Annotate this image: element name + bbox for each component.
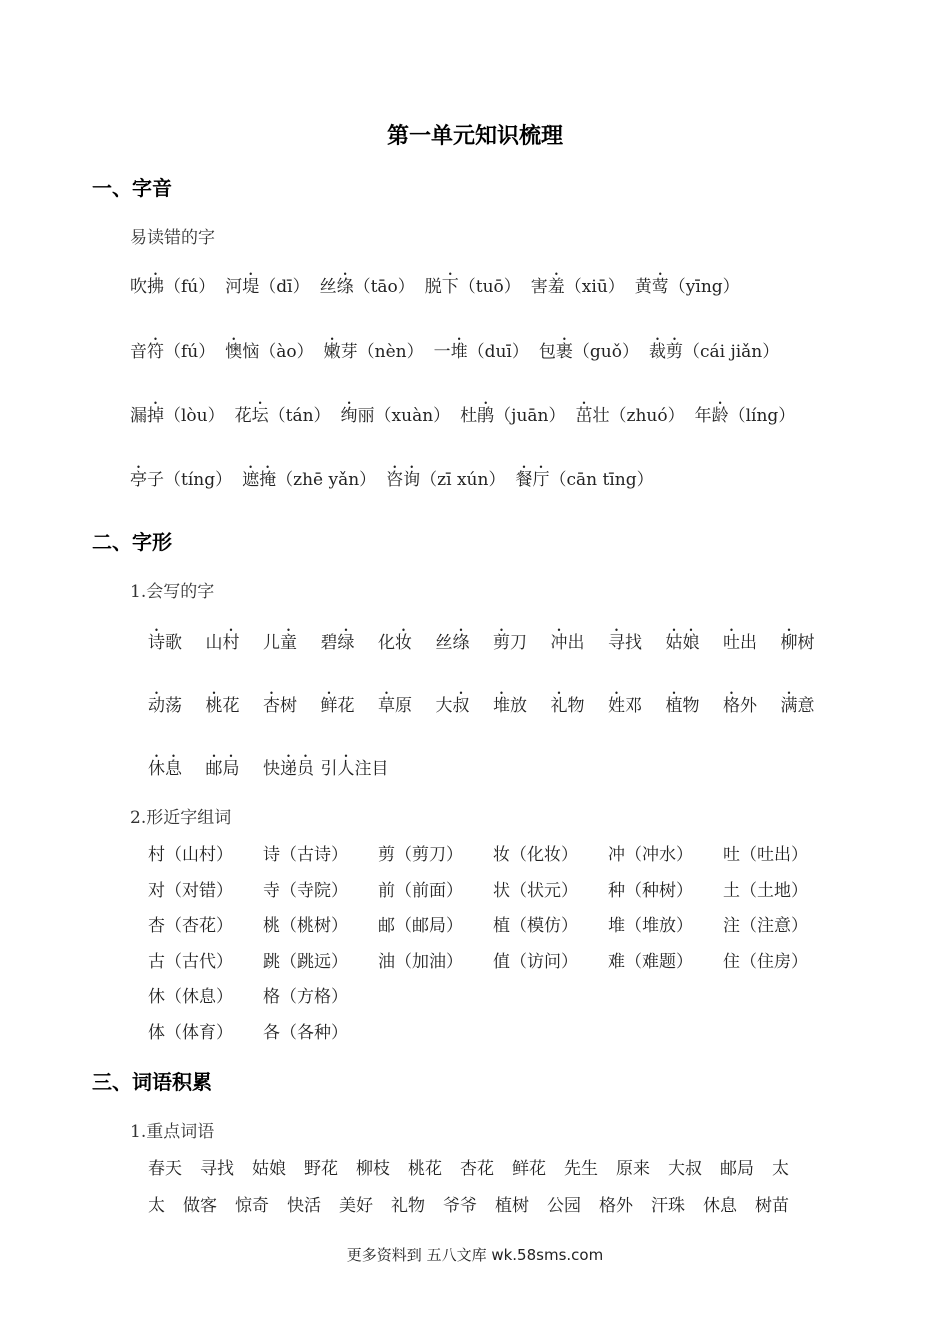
similar-char-item: 吐（吐出） — [723, 845, 808, 865]
emphasis-dot-char: 动 — [148, 696, 165, 716]
writable-word — [148, 754, 206, 779]
writable-word: 儿童 — [263, 633, 297, 653]
similar-char-item: 住（住房） — [723, 952, 808, 972]
emphasis-dot-char: 厅 — [532, 470, 550, 490]
key-word-item: 柳枝 — [356, 1159, 390, 1179]
similar-char-item: 油（加油） — [378, 952, 463, 972]
key-word-item: 植树 — [495, 1196, 529, 1216]
emphasis-dot-char: 格 — [723, 696, 740, 716]
emphasis-dot-char: 询 — [403, 470, 421, 490]
emphasis-dot-char: 员 — [297, 759, 314, 779]
similar-char-item: 诗（古诗） — [263, 845, 348, 865]
similar-char-item: 对（对错） — [148, 881, 233, 901]
emphasis-dot-char: 娘 — [682, 633, 700, 653]
emphasis-dot-char: 莺 — [651, 277, 669, 297]
similar-char-item: 前（前面） — [378, 881, 463, 901]
pinyin-item: 餐厅（cān tīng） — [515, 470, 654, 490]
pinyin-item: 年龄（líng） — [694, 406, 796, 426]
subheading-writable-chars: 1.会写的字 — [130, 582, 215, 602]
pinyin-item: 咨询（zī xún） — [386, 470, 506, 490]
emphasis-dot-char: 息 — [165, 759, 182, 779]
pinyin-item: 害羞（xiū） — [530, 277, 625, 297]
emphasis-dot-char: 绚 — [340, 406, 358, 426]
writable-word: 桃花 — [205, 696, 240, 716]
similar-char-item: 体（体育） — [148, 1023, 233, 1043]
subheading-key-words: 1.重点词语 — [130, 1122, 215, 1142]
key-word-item: 惊奇 — [235, 1196, 269, 1216]
emphasis-dot-char: 姓 — [608, 696, 625, 716]
pinyin-item: 音符（fú） — [130, 342, 216, 362]
emphasis-dot-char: 休 — [148, 759, 165, 779]
writable-word: 植物 — [665, 696, 700, 716]
writable-word: 鲜花 — [320, 696, 355, 716]
pinyin-row — [130, 272, 740, 297]
similar-char-item: 古（古代） — [148, 952, 233, 972]
key-word-item: 格外 — [599, 1196, 633, 1216]
emphasis-dot-char: 掉 — [147, 406, 164, 426]
key-word-item: 太 — [148, 1196, 165, 1216]
emphasis-dot-char: 柳 — [780, 633, 798, 653]
pinyin-row — [130, 401, 795, 426]
key-word-item: 寻找 — [200, 1159, 234, 1179]
writable-word: 礼物 — [550, 696, 585, 716]
similar-char-item: 格（方格） — [263, 987, 348, 1007]
writable-word: 剪刀 — [493, 633, 527, 653]
emphasis-dot-char: 吐 — [723, 633, 740, 653]
similar-char-item: 种（种树） — [608, 881, 693, 901]
writable-word: 寻找 — [608, 633, 642, 653]
emphasis-dot-char: 下 — [441, 277, 459, 297]
emphasis-dot-char: 杏 — [263, 696, 280, 716]
similar-char-item: 寺（寺院） — [263, 881, 348, 901]
writable-word: 姓邓 — [608, 696, 642, 716]
similar-char-item: 杏（杏花） — [148, 916, 233, 936]
key-words-row — [148, 1191, 807, 1216]
emphasis-dot-char: 堤 — [242, 277, 260, 297]
pinyin-item: 吹拂（fú） — [130, 277, 216, 297]
emphasis-dot-char: 童 — [280, 633, 297, 653]
similar-char-item: 邮（邮局） — [378, 916, 463, 936]
writable-word: 草原 — [378, 696, 412, 716]
pinyin-item: 河堤（dī） — [225, 277, 310, 297]
emphasis-dot-char: 坛 — [251, 406, 269, 426]
emphasis-dot-char: 村 — [222, 633, 240, 653]
key-word-item: 鲜花 — [512, 1159, 546, 1179]
pinyin-item: 脱下（tuō） — [424, 277, 521, 297]
key-word-item: 做客 — [183, 1196, 217, 1216]
emphasis-dot-char: 诗 — [148, 633, 165, 653]
similar-char-item: 跳（跳远） — [263, 952, 348, 972]
emphasis-dot-char: 咨 — [386, 470, 404, 490]
emphasis-dot-char: 冲 — [550, 633, 568, 653]
subheading-similar-chars: 2.形近字组词 — [130, 808, 232, 828]
pinyin-item: 亭子（tíng） — [130, 470, 233, 490]
writable-word — [206, 754, 264, 779]
pinyin-item: 杜鹃（juān） — [460, 406, 566, 426]
similar-char-item: 妆（化妆） — [493, 845, 578, 865]
pinyin-row — [130, 337, 779, 362]
section-heading-character-form: 二、字形 — [92, 530, 172, 554]
emphasis-dot-char: 剪 — [665, 342, 683, 362]
similar-char-item: 堆（堆放） — [608, 916, 693, 936]
pinyin-item: 包裹（guǒ） — [538, 342, 639, 362]
emphasis-dot-char: 嫩 — [323, 342, 341, 362]
key-word-item: 爷爷 — [443, 1196, 477, 1216]
writable-word — [666, 628, 724, 653]
similar-char-item: 值（访问） — [493, 952, 578, 972]
pinyin-row — [130, 465, 654, 490]
key-word-item: 桃花 — [408, 1159, 442, 1179]
writable-words-row — [148, 628, 838, 653]
emphasis-dot-char: 鹃 — [477, 406, 495, 426]
emphasis-dot-char: 裁 — [648, 342, 666, 362]
emphasis-dot-char: 堆 — [450, 342, 468, 362]
writable-word: 大叔 — [435, 696, 470, 716]
writable-word: 冲出 — [550, 633, 585, 653]
writable-word: 山村 — [205, 633, 240, 653]
page-title: 第一单元知识梳理 — [386, 123, 563, 149]
emphasis-dot-char: 绿 — [337, 633, 355, 653]
emphasis-dot-char: 植 — [665, 696, 683, 716]
key-word-item: 公园 — [547, 1196, 581, 1216]
key-word-item: 姑娘 — [252, 1159, 286, 1179]
key-word-item: 汗珠 — [651, 1196, 685, 1216]
writable-word: 碧绿 — [320, 633, 355, 653]
key-word-item: 休息 — [703, 1196, 737, 1216]
pinyin-item: 一堆（duī） — [433, 342, 529, 362]
pinyin-item: 嫩芽（nèn） — [323, 342, 424, 362]
similar-char-item: 桃（桃树） — [263, 916, 348, 936]
pinyin-item: 花坛（tán） — [234, 406, 331, 426]
similar-chars-row — [148, 1018, 378, 1043]
pinyin-item: 裁剪（cái jiǎn） — [648, 342, 780, 362]
emphasis-dot-char: 满 — [780, 696, 798, 716]
key-word-item: 杏花 — [460, 1159, 494, 1179]
key-word-item: 美好 — [339, 1196, 373, 1216]
writable-word: 吐出 — [723, 633, 757, 653]
emphasis-dot-char: 桃 — [205, 696, 223, 716]
similar-char-item: 土（土地） — [723, 881, 808, 901]
key-word-item: 快活 — [287, 1196, 321, 1216]
emphasis-dot-char: 妆 — [395, 633, 412, 653]
emphasis-dot-char: 龄 — [711, 406, 729, 426]
pinyin-item: 绚丽（xuàn） — [340, 406, 451, 426]
key-word-item: 邮局 — [720, 1159, 754, 1179]
writable-word: 杏树 — [263, 696, 297, 716]
emphasis-dot-char: 叔 — [452, 696, 470, 716]
emphasis-dot-char: 绦 — [336, 277, 354, 297]
similar-chars-row — [148, 982, 378, 1007]
writable-word: 格外 — [723, 696, 757, 716]
emphasis-dot-char: 堆 — [493, 696, 510, 716]
emphasis-dot-char: 掩 — [259, 470, 277, 490]
subheading-easy-misread: 易读错的字 — [130, 228, 215, 248]
similar-char-item: 村（山村） — [148, 845, 233, 865]
emphasis-dot-char: 局 — [222, 759, 240, 779]
emphasis-dot-char: 递 — [280, 759, 297, 779]
similar-chars-row — [148, 876, 838, 901]
similar-chars-row — [148, 911, 838, 936]
emphasis-dot-char: 裹 — [555, 342, 573, 362]
similar-char-item: 状（状元） — [493, 881, 578, 901]
writable-word: 柳树 — [780, 633, 815, 653]
similar-char-item: 难（难题） — [608, 952, 693, 972]
key-word-item: 大叔 — [668, 1159, 702, 1179]
key-word-item: 原来 — [616, 1159, 650, 1179]
writable-words-row — [148, 691, 838, 716]
emphasis-dot-char: 绦 — [452, 633, 470, 653]
emphasis-dot-char: 拂 — [147, 277, 164, 297]
emphasis-dot-char: 遮 — [242, 470, 260, 490]
writable-word: 丝绦 — [435, 633, 470, 653]
key-word-item: 树苗 — [755, 1196, 789, 1216]
similar-char-item: 剪（剪刀） — [378, 845, 463, 865]
similar-char-item: 植（模仿） — [493, 916, 578, 936]
emphasis-dot-char: 寻 — [608, 633, 625, 653]
section-heading-vocabulary: 三、词语积累 — [92, 1070, 212, 1094]
similar-chars-row — [148, 947, 838, 972]
pinyin-item: 遮掩（zhē yǎn） — [242, 470, 377, 490]
emphasis-dot-char: 剪 — [493, 633, 510, 653]
writable-word: 满意 — [780, 696, 815, 716]
footer-source: 更多资料到 五八文库 wk.58sms.com — [346, 1246, 604, 1264]
key-word-item: 先生 — [564, 1159, 598, 1179]
writable-words-row — [148, 754, 389, 779]
pinyin-item: 茁壮（zhuó） — [575, 406, 685, 426]
emphasis-dot-char: 懊 — [225, 342, 243, 362]
pinyin-item: 黄莺（yīng） — [634, 277, 740, 297]
writable-word: 化妆 — [378, 633, 412, 653]
writable-word: 快递员 — [263, 759, 314, 779]
emphasis-dot-char: 草 — [378, 696, 395, 716]
writable-word: 引人注目 — [320, 759, 389, 779]
emphasis-dot-char: 亭 — [130, 470, 147, 490]
emphasis-dot-char: 羞 — [547, 277, 565, 297]
section-heading-pronunciation: 一、字音 — [92, 176, 172, 200]
emphasis-dot-char: 礼 — [550, 696, 568, 716]
similar-chars-row — [148, 840, 838, 865]
emphasis-dot-char: 符 — [147, 342, 164, 362]
similar-char-item: 冲（冲水） — [608, 845, 693, 865]
emphasis-dot-char: 人 — [337, 759, 355, 779]
key-word-item: 礼物 — [391, 1196, 425, 1216]
emphasis-dot-char: 茁 — [575, 406, 593, 426]
emphasis-dot-char: 姑 — [665, 633, 683, 653]
key-word-item: 野花 — [304, 1159, 338, 1179]
key-word-item: 太 — [772, 1159, 789, 1179]
writable-word: 诗歌 — [148, 633, 182, 653]
key-words-row — [148, 1154, 807, 1179]
emphasis-dot-char: 鲜 — [320, 696, 338, 716]
emphasis-dot-char: 邮 — [205, 759, 223, 779]
writable-word: 动荡 — [148, 696, 182, 716]
similar-char-item: 注（注意） — [723, 916, 808, 936]
key-word-item: 春天 — [148, 1159, 182, 1179]
pinyin-item: 丝绦（tāo） — [319, 277, 415, 297]
emphasis-dot-char: 餐 — [515, 470, 533, 490]
pinyin-item: 漏掉（lòu） — [130, 406, 225, 426]
writable-word: 堆放 — [493, 696, 527, 716]
similar-char-item: 休（休息） — [148, 987, 233, 1007]
pinyin-item: 懊恼（ào） — [225, 342, 314, 362]
similar-char-item: 各（各种） — [263, 1023, 348, 1043]
